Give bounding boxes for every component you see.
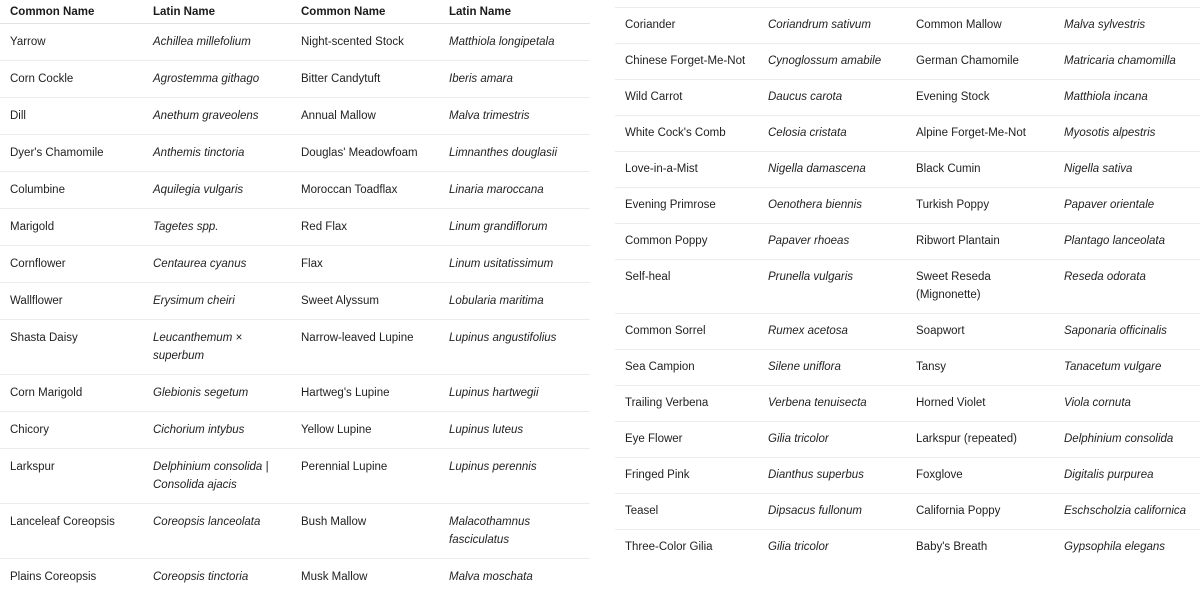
common-name-cell: German Chamomile xyxy=(906,44,1054,80)
common-name-cell: Alpine Forget-Me-Not xyxy=(906,116,1054,152)
table-header-row xyxy=(0,0,590,24)
common-name-cell: Three-Color Gilia xyxy=(615,530,758,566)
table-row xyxy=(0,246,590,283)
latin-name-cell: Anthemis tinctoria xyxy=(143,135,291,172)
plant-table-right xyxy=(615,7,1200,565)
table-row xyxy=(0,504,590,559)
common-name-cell: Annual Mallow xyxy=(291,98,439,135)
latin-name-cell: Nigella damascena xyxy=(758,152,906,188)
common-name-cell: Love-in-a-Mist xyxy=(615,152,758,188)
common-name-cell: Perennial Lupine xyxy=(291,449,439,504)
table-row xyxy=(0,172,590,209)
latin-name-cell: Papaver rhoeas xyxy=(758,224,906,260)
latin-name-cell: Papaver orientale xyxy=(1054,188,1200,224)
latin-name-cell: Iberis amara xyxy=(439,61,590,98)
common-name-cell: Cornflower xyxy=(0,246,143,283)
common-name-cell: Moroccan Toadflax xyxy=(291,172,439,209)
latin-name-cell: Erysimum cheiri xyxy=(143,283,291,320)
table-row xyxy=(615,494,1200,530)
latin-name-cell: Tanacetum vulgare xyxy=(1054,350,1200,386)
latin-name-cell: Lobularia maritima xyxy=(439,283,590,320)
latin-name-cell: Verbena tenuisecta xyxy=(758,386,906,422)
latin-name-cell: Dianthus superbus xyxy=(758,458,906,494)
common-name-cell: Lanceleaf Coreopsis xyxy=(0,504,143,559)
latin-name-cell: Daucus carota xyxy=(758,80,906,116)
table-row xyxy=(615,224,1200,260)
table-row xyxy=(615,116,1200,152)
common-name-cell: Columbine xyxy=(0,172,143,209)
common-name-cell: Wild Carrot xyxy=(615,80,758,116)
table-row xyxy=(0,135,590,172)
column-header-latin-name: Latin Name xyxy=(143,0,291,24)
table-row xyxy=(0,209,590,246)
latin-name-cell: Malacothamnus fasciculatus xyxy=(439,504,590,559)
latin-name-cell: Gilia tricolor xyxy=(758,422,906,458)
latin-name-cell: Malva trimestris xyxy=(439,98,590,135)
common-name-cell: Ribwort Plantain xyxy=(906,224,1054,260)
table-row xyxy=(615,350,1200,386)
latin-name-cell: Lupinus luteus xyxy=(439,412,590,449)
table-row xyxy=(615,152,1200,188)
common-name-cell: Common Sorrel xyxy=(615,314,758,350)
common-name-cell: Black Cumin xyxy=(906,152,1054,188)
common-name-cell: Eye Flower xyxy=(615,422,758,458)
plant-table-left xyxy=(0,0,590,595)
left-panel xyxy=(0,0,590,595)
latin-name-cell: Achillea millefolium xyxy=(143,24,291,61)
latin-name-cell: Linaria maroccana xyxy=(439,172,590,209)
latin-name-cell: Celosia cristata xyxy=(758,116,906,152)
common-name-cell: Self-heal xyxy=(615,260,758,314)
latin-name-cell: Glebionis segetum xyxy=(143,375,291,412)
table-row xyxy=(615,314,1200,350)
common-name-cell: Horned Violet xyxy=(906,386,1054,422)
latin-name-cell: Linum usitatissimum xyxy=(439,246,590,283)
latin-name-cell: Prunella vulgaris xyxy=(758,260,906,314)
table-row xyxy=(615,386,1200,422)
latin-name-cell: Leucanthemum × superbum xyxy=(143,320,291,375)
common-name-cell: Tansy xyxy=(906,350,1054,386)
table-row xyxy=(615,260,1200,314)
common-name-cell: Plains Coreopsis xyxy=(0,559,143,595)
table-row xyxy=(0,61,590,98)
common-name-cell: Yarrow xyxy=(0,24,143,61)
column-header-common-name: Common Name xyxy=(0,0,143,24)
common-name-cell: Fringed Pink xyxy=(615,458,758,494)
latin-name-cell: Aquilegia vulgaris xyxy=(143,172,291,209)
latin-name-cell: Matricaria chamomilla xyxy=(1054,44,1200,80)
common-name-cell: Flax xyxy=(291,246,439,283)
latin-name-cell: Anethum graveolens xyxy=(143,98,291,135)
latin-name-cell: Lupinus perennis xyxy=(439,449,590,504)
latin-name-cell: Gilia tricolor xyxy=(758,530,906,566)
common-name-cell: Chinese Forget-Me-Not xyxy=(615,44,758,80)
common-name-cell: Common Mallow xyxy=(906,8,1054,44)
common-name-cell: Sea Campion xyxy=(615,350,758,386)
latin-name-cell: Linum grandiflorum xyxy=(439,209,590,246)
latin-name-cell: Malva sylvestris xyxy=(1054,8,1200,44)
common-name-cell: Evening Primrose xyxy=(615,188,758,224)
latin-name-cell: Coreopsis tinctoria xyxy=(143,559,291,595)
latin-name-cell: Silene uniflora xyxy=(758,350,906,386)
latin-name-cell: Oenothera biennis xyxy=(758,188,906,224)
table-row xyxy=(0,283,590,320)
common-name-cell: Teasel xyxy=(615,494,758,530)
latin-name-cell: Rumex acetosa xyxy=(758,314,906,350)
common-name-cell: Night-scented Stock xyxy=(291,24,439,61)
latin-name-cell: Saponaria officinalis xyxy=(1054,314,1200,350)
latin-name-cell: Centaurea cyanus xyxy=(143,246,291,283)
table-row xyxy=(0,98,590,135)
latin-name-cell: Reseda odorata xyxy=(1054,260,1200,314)
common-name-cell: Red Flax xyxy=(291,209,439,246)
table-row xyxy=(615,8,1200,44)
common-name-cell: Hartweg's Lupine xyxy=(291,375,439,412)
latin-name-cell: Viola cornuta xyxy=(1054,386,1200,422)
latin-name-cell: Matthiola longipetala xyxy=(439,24,590,61)
common-name-cell: Bush Mallow xyxy=(291,504,439,559)
common-name-cell: Evening Stock xyxy=(906,80,1054,116)
table-row xyxy=(615,44,1200,80)
latin-name-cell: Agrostemma githago xyxy=(143,61,291,98)
latin-name-cell: Matthiola incana xyxy=(1054,80,1200,116)
latin-name-cell: Eschscholzia californica xyxy=(1054,494,1200,530)
common-name-cell: Larkspur (repeated) xyxy=(906,422,1054,458)
common-name-cell: Corn Marigold xyxy=(0,375,143,412)
table-row xyxy=(615,458,1200,494)
latin-name-cell: Plantago lanceolata xyxy=(1054,224,1200,260)
common-name-cell: Soapwort xyxy=(906,314,1054,350)
right-panel xyxy=(615,0,1200,565)
common-name-cell: Corn Cockle xyxy=(0,61,143,98)
common-name-cell: Musk Mallow xyxy=(291,559,439,595)
common-name-cell: Bitter Candytuft xyxy=(291,61,439,98)
common-name-cell: California Poppy xyxy=(906,494,1054,530)
latin-name-cell: Cichorium intybus xyxy=(143,412,291,449)
common-name-cell: Douglas' Meadowfoam xyxy=(291,135,439,172)
common-name-cell: Marigold xyxy=(0,209,143,246)
table-row xyxy=(0,24,590,61)
table-row xyxy=(615,80,1200,116)
common-name-cell: Narrow-leaved Lupine xyxy=(291,320,439,375)
common-name-cell: Chicory xyxy=(0,412,143,449)
table-row xyxy=(0,320,590,375)
latin-name-cell: Myosotis alpestris xyxy=(1054,116,1200,152)
table-row xyxy=(615,188,1200,224)
common-name-cell: Common Poppy xyxy=(615,224,758,260)
latin-name-cell: Gypsophila elegans xyxy=(1054,530,1200,566)
latin-name-cell: Dipsacus fullonum xyxy=(758,494,906,530)
common-name-cell: Baby's Breath xyxy=(906,530,1054,566)
table-row xyxy=(615,422,1200,458)
table-row xyxy=(0,449,590,504)
latin-name-cell: Limnanthes douglasii xyxy=(439,135,590,172)
latin-name-cell: Lupinus hartwegii xyxy=(439,375,590,412)
common-name-cell: Yellow Lupine xyxy=(291,412,439,449)
latin-name-cell: Lupinus angustifolius xyxy=(439,320,590,375)
common-name-cell: Foxglove xyxy=(906,458,1054,494)
column-header-common-name: Common Name xyxy=(291,0,439,24)
common-name-cell: Wallflower xyxy=(0,283,143,320)
latin-name-cell: Coriandrum sativum xyxy=(758,8,906,44)
common-name-cell: Sweet Alyssum xyxy=(291,283,439,320)
common-name-cell: Sweet Reseda (Mignonette) xyxy=(906,260,1054,314)
latin-name-cell: Delphinium consolida xyxy=(1054,422,1200,458)
common-name-cell: Shasta Daisy xyxy=(0,320,143,375)
table-row xyxy=(0,375,590,412)
latin-name-cell: Digitalis purpurea xyxy=(1054,458,1200,494)
table-row xyxy=(0,559,590,595)
latin-name-cell: Nigella sativa xyxy=(1054,152,1200,188)
latin-name-cell: Coreopsis lanceolata xyxy=(143,504,291,559)
column-header-latin-name: Latin Name xyxy=(439,0,590,24)
table-row xyxy=(615,530,1200,566)
table-row xyxy=(0,412,590,449)
common-name-cell: Trailing Verbena xyxy=(615,386,758,422)
latin-name-cell: Malva moschata xyxy=(439,559,590,595)
latin-name-cell: Delphinium consolida | Consolida ajacis xyxy=(143,449,291,504)
latin-name-cell: Tagetes spp. xyxy=(143,209,291,246)
common-name-cell: White Cock's Comb xyxy=(615,116,758,152)
common-name-cell: Dill xyxy=(0,98,143,135)
common-name-cell: Larkspur xyxy=(0,449,143,504)
common-name-cell: Turkish Poppy xyxy=(906,188,1054,224)
common-name-cell: Coriander xyxy=(615,8,758,44)
latin-name-cell: Cynoglossum amabile xyxy=(758,44,906,80)
common-name-cell: Dyer's Chamomile xyxy=(0,135,143,172)
